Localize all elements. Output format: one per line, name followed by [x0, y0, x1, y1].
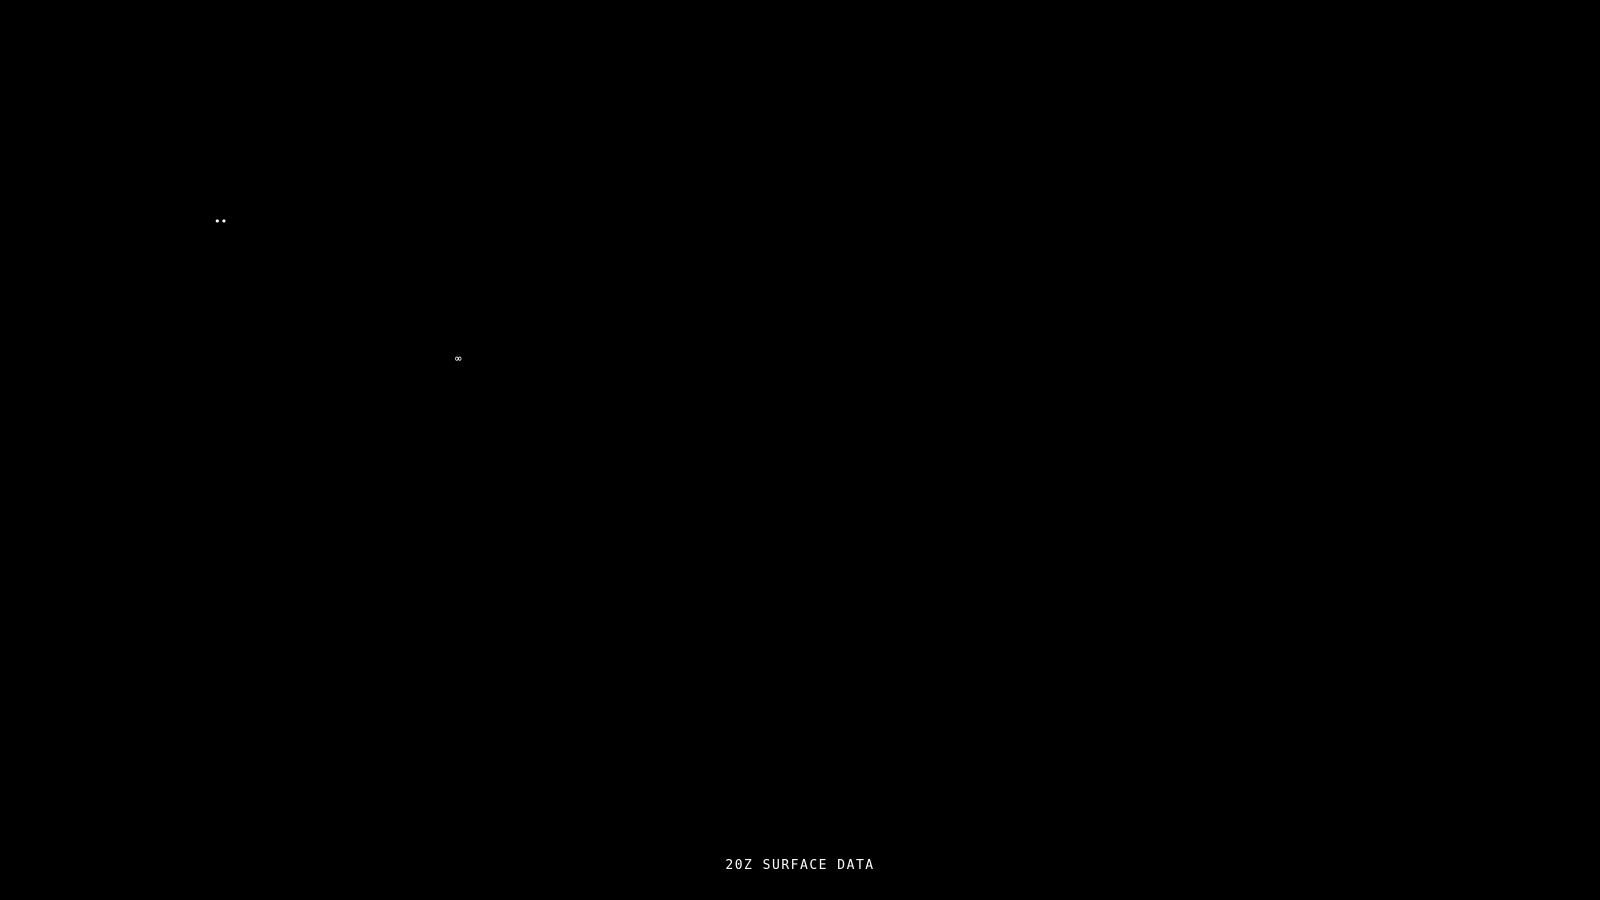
station-plot-central[interactable]: ∞ [455, 352, 462, 365]
map-title-label: 20Z SURFACE DATA [725, 858, 875, 873]
station-plot-nw[interactable]: •• [214, 215, 228, 228]
